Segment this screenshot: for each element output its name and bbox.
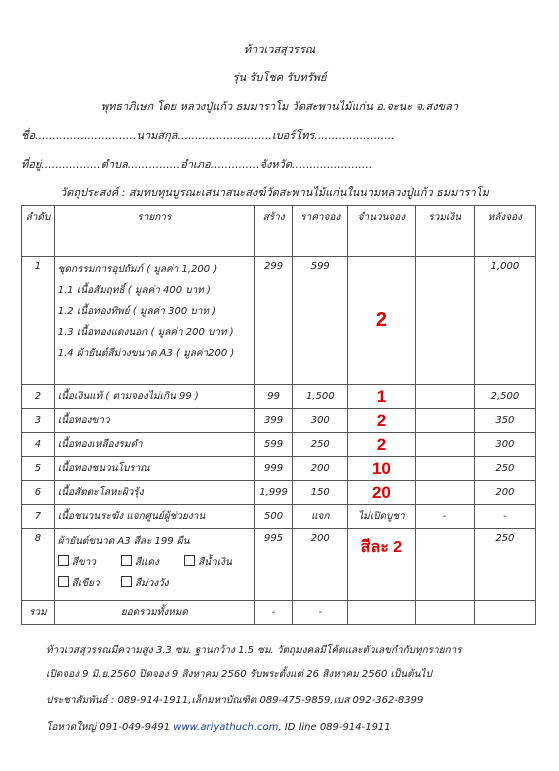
footer-dates: เปิดจอง 9 มิ.ย.2560 ปิดจอง 9 สิงหาคม 2560 รับพระตั้งแต่ 26 สิงหาคม 2560 เป็นต้นไป — [46, 669, 432, 680]
checkbox-icon[interactable] — [121, 555, 132, 566]
row-price: 200 — [293, 529, 348, 601]
row-made: 995 — [254, 529, 292, 601]
row-item: เนื้อชนวนระฆัง แจกศูนย์ผู้ช่วยงาน — [54, 505, 254, 529]
table-row — [22, 433, 536, 457]
header-no: ลำดับ — [22, 206, 55, 257]
row-after: - — [474, 505, 535, 529]
row-item — [54, 257, 254, 385]
row-item-label: ชุดกรรมการอุปถัมภ์ ( มูลค่า 1,200 ) — [57, 264, 218, 275]
row-price: 1,500 — [293, 385, 348, 409]
row-qty-cell[interactable] — [348, 529, 415, 601]
purpose-line: วัตถุประสงค์ : สมทบทุนบูรณะเสนาสนะสงฆ์วัดสะพานไม้แก่นในนามหลวงปู่แก้ว ธมมาราโม — [60, 186, 489, 199]
row-price: แจก — [293, 505, 348, 529]
row-price: 599 — [293, 257, 348, 385]
footer-line-id: ID line 089-914-1911 — [284, 722, 391, 733]
row-after: 200 — [474, 481, 535, 505]
doc-title: ท้าวเวสสุวรรณ — [243, 43, 316, 56]
color-option-red[interactable]: สีแดง — [121, 552, 181, 573]
row-made: 500 — [254, 505, 292, 529]
row-total[interactable] — [415, 481, 474, 505]
color-option-purple[interactable]: สีม่วงวัง — [121, 573, 181, 594]
color-options-line1 — [58, 552, 251, 573]
row-no: 1 — [22, 257, 55, 385]
row-total: - — [415, 505, 474, 529]
row-price: 250 — [293, 433, 348, 457]
checkbox-icon[interactable] — [121, 576, 132, 587]
row-item: เนื้อทองขาว — [54, 409, 254, 433]
row-after: 300 — [474, 433, 535, 457]
row-after: 250 — [474, 457, 535, 481]
table-row — [22, 409, 536, 433]
table-header-row — [22, 206, 536, 257]
row-made: 99 — [254, 385, 292, 409]
row-after: 1,000 — [474, 257, 535, 385]
header-item: รายการ — [54, 206, 254, 257]
header-after: หลังจอง — [474, 206, 535, 257]
table-row — [22, 505, 536, 529]
row-qty-cell[interactable] — [348, 433, 415, 457]
summary-made: - — [254, 601, 292, 625]
checkbox-icon[interactable] — [184, 555, 195, 566]
row-no: 3 — [22, 409, 55, 433]
header-qty: จำนวนจอง — [348, 206, 415, 257]
color-options-line2 — [58, 573, 251, 594]
row-total[interactable] — [415, 257, 474, 385]
row-qty-cell[interactable] — [348, 257, 415, 385]
row-no: 7 — [22, 505, 55, 529]
row-item: เนื้อทองเหลืองรมดำ — [54, 433, 254, 457]
subitem: 1.4 ผ้ายันต์สีม่วงขนาด A3 ( มูลค่า200 ) — [57, 348, 235, 359]
color-option-green[interactable]: สีเขียว — [58, 573, 118, 594]
subitem: 1.1 เนื้อสัมฤทธิ์ ( มูลค่า 400 บาท ) — [57, 285, 211, 296]
checkbox-icon[interactable] — [58, 555, 69, 566]
footer-contacts: ประชาสัมพันธ์ : 089-914-1911,เล็กมหาบัณฑิต 089-475-9859,เบส 092-362-8399 — [46, 695, 424, 706]
row-after: 250 — [474, 529, 535, 601]
row-no: 6 — [22, 481, 55, 505]
color-option-white[interactable]: สีขาว — [58, 552, 118, 573]
row-made: 1,999 — [254, 481, 292, 505]
row-no: 2 — [22, 385, 55, 409]
row-qty-mark: 10 — [371, 458, 391, 478]
row-total[interactable] — [415, 433, 474, 457]
row-qty-mark: 2 — [375, 309, 387, 331]
row-qty-mark: 2 — [376, 410, 387, 430]
row-no: 5 — [22, 457, 55, 481]
row-qty-cell: ไม่เปิดบูชา — [348, 505, 415, 529]
summary-label: รวม — [22, 601, 55, 625]
summary-price: - — [293, 601, 348, 625]
row-qty-cell[interactable] — [348, 385, 415, 409]
row-total[interactable] — [415, 385, 474, 409]
row-no: 8 — [22, 529, 55, 601]
doc-series: รุ่น รับโชค รับทรัพย์ — [232, 71, 327, 84]
summary-row — [22, 601, 536, 625]
row-item: เนื้อสัตตะโลหะผิวรุ้ง — [54, 481, 254, 505]
row-qty-mark: 20 — [371, 482, 391, 502]
row-item: เนื้อทองชนวนโบราณ — [54, 457, 254, 481]
table-row — [22, 529, 536, 601]
summary-total[interactable] — [415, 601, 474, 625]
row-qty-mark: 1 — [376, 386, 387, 406]
row-after: 350 — [474, 409, 535, 433]
row-made: 399 — [254, 409, 292, 433]
row-made: 599 — [254, 433, 292, 457]
row-total[interactable] — [415, 457, 474, 481]
name-field-line[interactable]: ชื่อ.............................นามสกุล...........................เบอร์โทร....................... — [21, 129, 395, 142]
row-qty-cell[interactable] — [348, 409, 415, 433]
table-row — [22, 457, 536, 481]
table-row — [22, 385, 536, 409]
row-qty-mark: สีละ 2 — [360, 539, 403, 556]
footer-phone: โอหาดใหญ่ 091-049-9491 — [46, 722, 171, 733]
row-total[interactable] — [415, 529, 474, 601]
row-made: 299 — [254, 257, 292, 385]
header-total: รวมเงิน — [415, 206, 474, 257]
row-total[interactable] — [415, 409, 474, 433]
row-qty-cell[interactable] — [348, 481, 415, 505]
table-row — [22, 481, 536, 505]
footer-size-note: ท้าวเวสสุวรรณมีความสูง 3.3 ซม. ฐานกว้าง 1.5 ซม. วัตถุมงคลมีโค้ตและตัวเลขกำกับทุกรายการ — [46, 645, 462, 656]
row-no: 4 — [22, 433, 55, 457]
subitem: 1.3 เนื้อทองแดงนอก ( มูลค่า 200 บาท ) — [57, 327, 234, 338]
checkbox-icon[interactable] — [58, 576, 69, 587]
header-price: ราคาจอง — [293, 206, 348, 257]
subitem: 1.2 เนื้อทองทิพย์ ( มูลค่า 300 บาท ) — [57, 306, 216, 317]
row-price: 200 — [293, 457, 348, 481]
row-item: เนื้อเงินแท้ ( ตามจองไม่เกิน 99 ) — [54, 385, 254, 409]
row-qty-cell[interactable] — [348, 457, 415, 481]
website-link[interactable]: www.ariyathuch.com, — [173, 722, 282, 733]
summary-item: ยอดรวมทั้งหมด — [54, 601, 254, 625]
address-field-line[interactable]: ที่อยู่.................ตำบล...............อำเภอ..............จังหวัด....................... — [21, 158, 373, 171]
row-item-label: ผ้ายันต์ขนาด A3 สีละ 199 ผืน — [57, 536, 190, 547]
footer-contact-line — [46, 720, 391, 735]
row-item — [54, 529, 254, 601]
header-made: สร้าง — [254, 206, 292, 257]
row-qty-mark: 2 — [376, 434, 387, 454]
order-table — [21, 205, 536, 625]
row-after: 2,500 — [474, 385, 535, 409]
color-option-blue[interactable]: สีน้ำเงิน — [184, 552, 244, 573]
row-price: 150 — [293, 481, 348, 505]
doc-blessing: พุทธาภิเษก โดย หลวงปู่แก้ว ธมมาราโม วัดสะพานไม้แก่น อ.จะนะ จ.สงขลา — [100, 100, 459, 113]
row-made: 999 — [254, 457, 292, 481]
summary-qty[interactable] — [348, 601, 415, 625]
row-price: 300 — [293, 409, 348, 433]
summary-after — [474, 601, 535, 625]
table-row — [22, 257, 536, 385]
